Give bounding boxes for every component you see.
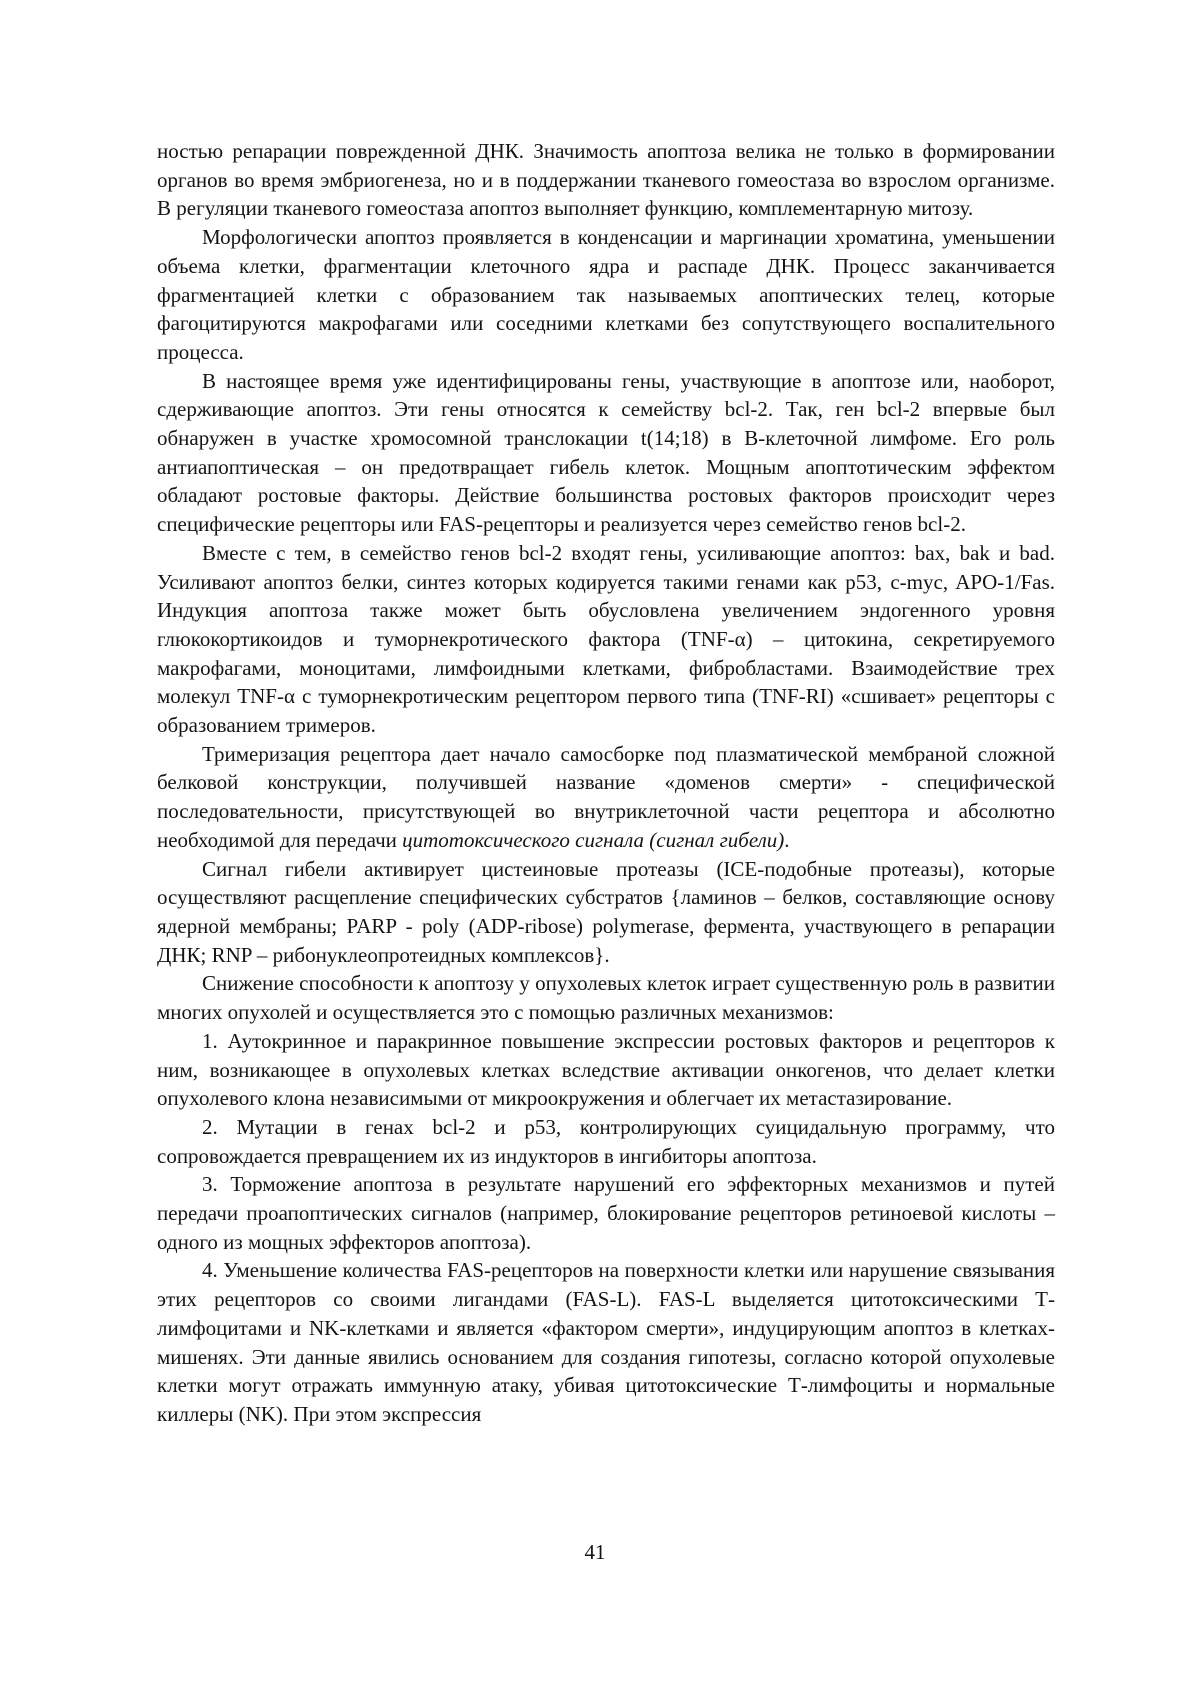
list-item-mechanism-4: 4. Уменьшение количества FAS-рецепторов на поверхности клетки или нарушение связывания этих рецепторов со своими лигандами (FAS-L). FAS-L выделяется цитотоксическими Т-лимфоцитами и NK-клетками и является «фактором смерти», индуцирующим апоптоз в клетках-мишенях. Эти данные явились основанием для создания гипотезы, согласно которой опухолевые клетки могут отражать иммунную атаку, убивая цитотоксические Т-лимфоциты и нормальные киллеры (NK). При этом экспрессия bbox=[157, 1258, 1055, 1426]
list-item-mechanism-3: 3. Торможение апоптоза в результате нарушений его эффекторных механизмов и путей передачи проапоптических сигналов (например, блокирование рецепторов ретиноевой кислоты – одного из мощных эффекторов апоптоза). bbox=[157, 1172, 1055, 1254]
death-domains-end: . bbox=[784, 827, 790, 852]
paragraph-continuation: ностью репарации поврежденной ДНК. Значимость апоптоза велика не только в формировании органов во время эмбриогенеза, но и в поддержании тканевого гомеостаза во взрослом организме. В регуляции тканевого гомеостаза апоптоз выполняет функцию, комплементарную митозу. bbox=[157, 139, 1055, 221]
paragraph-proapoptotic-genes: Вместе с тем, в семейство генов bcl-2 входят гены, усиливающие апоптоз: bax, bak и bad. Усиливают апоптоз белки, синтез которых кодируется такими генами как p53, c-myc, APO-1/Fas. Индукция апоптоза также может быть обусловлена увеличением эндогенного уровня глюкокортикоидов и туморнекротического фактора (TNF-α) – цитокина, секретируемого макрофагами, моноцитами, лимфоидными клетками, фибробластами. Взаимодействие трех молекул TNF-α с туморнекротическим рецептором первого типа (TNF-RI) «сшивает» рецепторы с образованием тримеров. bbox=[157, 540, 1055, 738]
page-body bbox=[157, 137, 1055, 1429]
death-domains-text: Тримеризация рецептора дает начало самосборке под плазматической мембраной сложной белковой конструкции, получившей название «доменов смерти» - специфической последовательности, присутствующей во внутриклеточной части рецептора и абсолютно необходимой для передачи bbox=[157, 741, 1055, 852]
paragraph-death-signal: Сигнал гибели активирует цистеиновые протеазы (ICE-подобные протеазы), которые осуществляют расщепление специфических субстратов {ламинов – белков, составляющие основу ядерной мембраны; PARP - poly (ADP-ribose) polymerase, фермента, участвующего в репарации ДНК; RNP – рибонуклеопротеидных комплексов}. bbox=[157, 856, 1055, 967]
cytotoxic-signal-term: цитотоксического сигнала (сигнал гибели) bbox=[402, 827, 785, 852]
list-item-mechanism-1: 1. Аутокринное и паракринное повышение экспрессии ростовых факторов и рецепторов к ним, возникающее в опухолевых клетках вследствие активации онкогенов, что делает клетки опухолевого клона независимыми от микроокружения и облегчает их метастазирование. bbox=[157, 1028, 1055, 1111]
paragraph-bcl2-genes: В настоящее время уже идентифицированы гены, участвующие в апоптозе или, наоборот, сдерживающие апоптоз. Эти гены относятся к семейству bcl-2. Так, ген bcl-2 впервые был обнаружен в участке хромосомной транслокации t(14;18) в В-клеточной лимфоме. Его роль антиапоптическая – он предотвращает гибель клеток. Мощным апоптотическим эффектом обладают ростовые факторы. Действие большинства ростовых факторов происходит через специфические рецепторы или FAS-рецепторы и реализуется через семейство генов bcl-2. bbox=[157, 368, 1055, 537]
paragraph-death-domains bbox=[157, 740, 1055, 855]
paragraph-apoptosis-reduction: Снижение способности к апоптозу у опухолевых клеток играет существенную роль в развитии многих опухолей и осуществляется это с помощью различных механизмов: bbox=[157, 971, 1055, 1025]
paragraph-apoptosis-morphology: Морфологически апоптоз проявляется в конденсации и маргинации хроматина, уменьшении объема клетки, фрагментации клеточного ядра и распаде ДНК. Процесс заканчивается фрагментацией клетки с образованием так называемых апоптических телец, которые фагоцитируются макрофагами или соседними клетками без сопутствующего воспалительного процесса. bbox=[157, 225, 1055, 364]
list-item-mechanism-2: 2. Мутации в генах bcl-2 и p53, контролирующих суицидальную программу, что сопровождается превращением их из индукторов в ингибиторы апоптоза. bbox=[157, 1114, 1055, 1168]
page-number: 41 bbox=[584, 1540, 606, 1564]
